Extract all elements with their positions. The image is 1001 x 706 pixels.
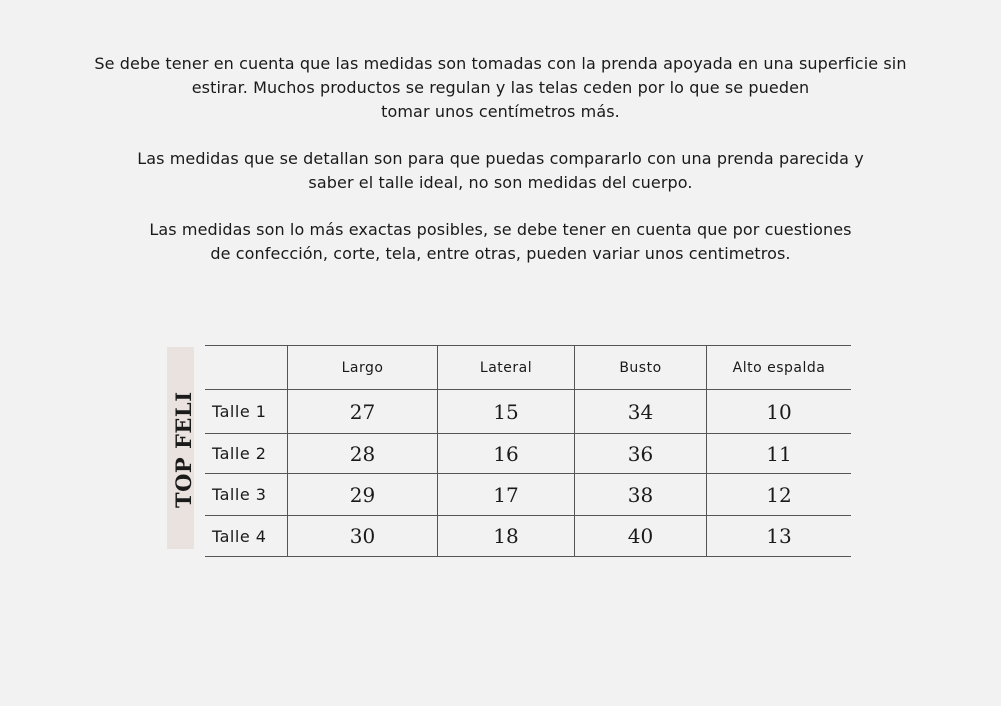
cell-busto: 38 (575, 474, 707, 516)
cell-busto: 40 (575, 516, 707, 557)
header-alto-espalda: Alto espalda (707, 346, 852, 390)
intro-line: de confección, corte, tela, entre otras, pueden variar unos centimetros. (210, 244, 791, 263)
table-row (205, 390, 851, 434)
header-lateral: Lateral (438, 346, 575, 390)
cell-largo: 27 (288, 390, 438, 434)
intro-paragraph-3 (0, 218, 1001, 266)
cell-alto-espalda: 11 (707, 434, 852, 474)
intro-line: Se debe tener en cuenta que las medidas son tomadas con la prenda apoyada en una superficie sin (94, 54, 907, 73)
row-label: Talle 1 (205, 390, 288, 434)
cell-largo: 28 (288, 434, 438, 474)
intro-line: Las medidas son lo más exactas posibles, se debe tener en cuenta que por cuestiones (149, 220, 852, 239)
intro-line: saber el talle ideal, no son medidas del cuerpo. (308, 173, 693, 192)
cell-alto-espalda: 12 (707, 474, 852, 516)
header-cell-empty (205, 346, 288, 390)
intro-line: estirar. Muchos productos se regulan y las telas ceden por lo que se pueden (191, 78, 810, 97)
intro-paragraph-2 (0, 147, 1001, 195)
table-row (205, 474, 851, 516)
cell-alto-espalda: 10 (707, 390, 852, 434)
header-largo: Largo (288, 346, 438, 390)
intro-text (0, 52, 1001, 289)
cell-alto-espalda: 13 (707, 516, 852, 557)
table-header-row (205, 346, 851, 390)
table-row (205, 516, 851, 557)
intro-paragraph-1 (0, 52, 1001, 124)
product-label: TOP FELI (171, 391, 196, 508)
table-row (205, 434, 851, 474)
header-busto: Busto (575, 346, 707, 390)
row-label: Talle 2 (205, 434, 288, 474)
cell-largo: 30 (288, 516, 438, 557)
cell-lateral: 17 (438, 474, 575, 516)
intro-line: Las medidas que se detallan son para que puedas compararlo con una prenda parecida y (137, 149, 864, 168)
cell-lateral: 15 (438, 390, 575, 434)
size-table (205, 345, 851, 557)
cell-largo: 29 (288, 474, 438, 516)
cell-lateral: 16 (438, 434, 575, 474)
cell-lateral: 18 (438, 516, 575, 557)
row-label: Talle 4 (205, 516, 288, 557)
intro-line: tomar unos centímetros más. (381, 102, 620, 121)
row-label: Talle 3 (205, 474, 288, 516)
cell-busto: 36 (575, 434, 707, 474)
cell-busto: 34 (575, 390, 707, 434)
